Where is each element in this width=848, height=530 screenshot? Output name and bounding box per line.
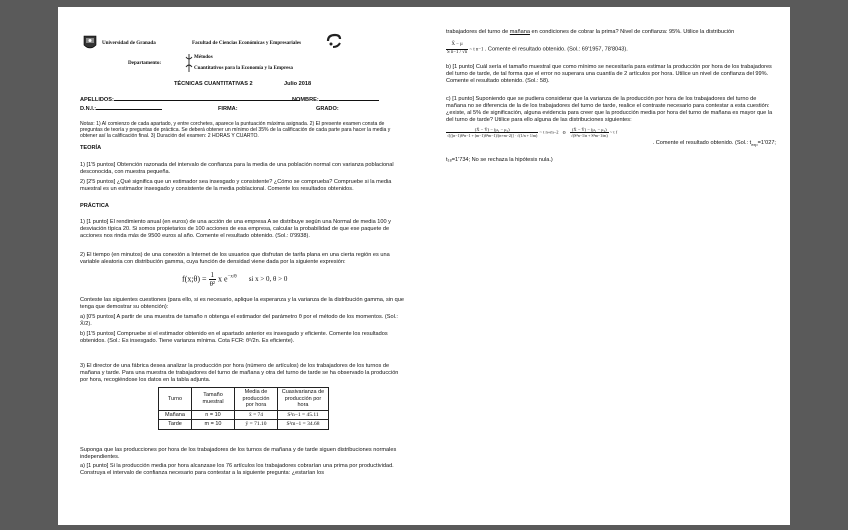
p3-c-formula2: [570, 127, 609, 138]
degree-field[interactable]: [316, 106, 339, 113]
table-header-cell: Cuasivarianza de producción por hora: [278, 388, 329, 411]
p3-a-solution: . Comente el resultado obtenido. (Sol.: 69'1957, 78'8043).: [484, 46, 628, 53]
practice-p3-intro: 3) El director de una fábrica desea analizar la producción por hora (número de artículos) de los trabajadores de los turnos de mañana y tarde. Para una muestra de trabajadores del turno de mañana y otra del turno de tarde se ha observado la producción por hora, recogiéndose los datos en la tabla adjunta.: [80, 363, 399, 383]
university-name: Universidad de Granada: [102, 40, 156, 46]
theory-q2: 2) [2'5 puntos] ¿Qué significa que un estimador sea insesgado y consistente? ¿Cómo se comprueba? Compruebe si la media muestral es un estimador insesgado y consistente de la media poblacional. Comente los resultados obtenidos.: [80, 179, 392, 192]
formula-lhs: f(x;θ) =: [182, 274, 207, 284]
p3-c-formula1: [446, 127, 538, 138]
formula-exponent: −x/θ: [227, 274, 237, 280]
table-cell: Mañana: [159, 410, 192, 420]
practice-p2-b: b) [1'5 puntos] Compruebe si el estimador obtenido en el apartado anterior es insesgado y eficiente. Comente los resultados obtenidos. (Sol.: Es insesgado. Tiene varianza mínima. Cota FCR: θ²/2n. Es eficiente).: [80, 331, 388, 344]
p3-c-or: o: [562, 129, 566, 136]
formula-denominator: θ²: [209, 280, 216, 288]
name-label: NOMBRE:: [292, 97, 319, 103]
table-row: [159, 410, 329, 420]
faculty-name: Facultad de Ciencias Económicas y Empresariales: [192, 40, 301, 46]
department-line2: Cuantitativos para la Economía y la Empresa: [194, 65, 293, 71]
theory-q1: 1) [1'5 puntos] Obtención razonada del intervalo de confianza para la media de una población normal con varianza poblacional desconocida, con muestra pequeña.: [80, 162, 394, 175]
table-row: [159, 420, 329, 430]
table-header-row: [159, 388, 329, 411]
p3-c-solution-line1: [446, 140, 776, 149]
exam-page-left: [58, 7, 424, 525]
surnames-label: APELLIDOS:: [80, 97, 114, 103]
p3-a-formula-dist: ~ t n−1: [469, 47, 484, 53]
p3-a-formula-num: X̄ − μ: [446, 42, 468, 50]
exam-title: TÉCNICAS CUANTITATIVAS 2: [174, 81, 253, 87]
p3-c-formula2-den: √(S²n−1/n + S²m−1/m): [570, 133, 608, 138]
p3-c-solution-line2: t₁₈=1'734; No se rechaza la hipótesis nula.): [446, 157, 553, 163]
p3-c-solution-value: =1'027;: [757, 140, 776, 146]
production-table: [158, 387, 329, 430]
practice-p3-assume: Suponga que las producciones por hora de los trabajadores de los turnos de mañana y de tarde siguen distribuciones normales independientes.: [80, 447, 397, 460]
p3-a-cont-text2: en condiciones de cobrar la prima? Nivel de confianza: 95%. Utilice la distribución: [531, 29, 735, 35]
surnames-field[interactable]: [80, 97, 300, 104]
table-header-cell: Tamaño muestral: [192, 388, 235, 411]
p3-a-cont-text: trabajadores del turno de: [446, 29, 509, 35]
p3-a-continuation: [446, 29, 776, 36]
table-cell: Tarde: [159, 420, 192, 430]
table-cell: n = 10: [192, 410, 235, 420]
gamma-density-formula: [182, 271, 287, 288]
department-label: Departamento:: [128, 60, 162, 66]
exam-date: Julio 2018: [284, 81, 312, 87]
dni-label: D.N.I.:: [80, 106, 97, 112]
table-header-cell: Media de producción por hora: [235, 388, 278, 411]
table-cell: S²m−1 = 34.68: [278, 420, 329, 430]
p3-a-formula-line: [446, 42, 628, 57]
department-line1: Métodos: [194, 54, 213, 60]
p3-b: b) [1 punto] Cuál sería el tamaño muestral que como mínimo se necesitaría para estimar la producción por hora de los trabajadores del turno de tarde, de tal forma que el error no superara una cuantía de 2 artículos por hora. Utilice un nivel de confianza del 99%. Comente el resultado obtenido. (Sol.: 58).: [446, 64, 772, 84]
formula-body: x e: [218, 274, 228, 284]
p3-c-solution-text: . Comente el resultado obtenido. (Sol.: t: [652, 140, 752, 146]
table-header-cell: Turno: [159, 388, 192, 411]
practice-p3-a: a) [1 punto] Si la producción media por hora alcanzase los 76 artículos los trabajadores cobrarían una prima por productividad. Construya el intervalo de confianza necesario para contestar a la siguiente pregunta: ¿estarían los: [80, 463, 394, 476]
table-cell: x̄ = 74: [235, 410, 278, 420]
department-logo: [184, 53, 194, 73]
formula-fraction: [209, 271, 216, 288]
p3-c-formula1-den: √[((n−1)S²n−1 + (m−1)S²m−1)/(n+m−2)] · √(1/n + 1/m): [447, 133, 538, 138]
p3-c-formula2-dist: ~ t f: [609, 129, 618, 135]
p3-c-solution-sub: exp: [751, 142, 758, 148]
p3-a-formula-den: S n−1 / √n: [447, 49, 468, 55]
exam-notes: Notas: 1) Al comienzo de cada apartado, y entre corchetes, aparece la puntuación máxima asignada. 2) El presente examen consta de preguntas de teoría y preguntas de práctica. Se deberá obtener un mínimo del 35% de la calificación de cada parte para hacer la media y obtener así la calificación final. 3) Duración del examen: 2 HORAS Y CUARTO.: [80, 121, 391, 140]
p3-a-cont-underlined: mañana: [509, 29, 530, 35]
degree-label: GRADO:: [316, 106, 339, 112]
p3-c-formulas: [446, 127, 617, 138]
practice-heading: PRÁCTICA: [80, 203, 109, 209]
p3-c-formula1-num: (X̄ − Ȳ) − (μ₁ − μ₂): [446, 127, 538, 133]
p3-c: c) [1 punto] Suponiendo que se pudiera considerar que la varianza de la producción por hora de los trabajadores del turno de mañana no se diferencia de la de los trabajadores del turno de tarde, realice el contraste necesario para contestar a esta cuestión: ¿existe, al 5% de significación, alguna evidencia para creer que la producción media por hora del turno de mañana es mayor que la del turno de tarde? Utilice para ello alguna de las distribuciones siguientes:: [446, 96, 773, 123]
table-cell: S²n−1 = 45.11: [278, 410, 329, 420]
exam-page-right: [424, 7, 790, 525]
table-cell: ȳ = 71.10: [235, 420, 278, 430]
university-crest-logo: [82, 35, 98, 52]
p3-c-formula1-dist: ~ t n+m−2: [539, 129, 559, 135]
signature-field[interactable]: [218, 106, 238, 113]
table-cell: m = 10: [192, 420, 235, 430]
dni-field[interactable]: [80, 106, 162, 113]
practice-p1: 1) [1 punto] El rendimiento anual (en euros) de una acción de una empresa A se distribuye según una Normal de media 100 y desviación típica 20. Si somos propietarios de 100 acciones de esa empresa, calcular la probabilidad de que ese paquete de acciones nos rinda más de 9500 euros al año. Comente el resultado obtenido. (Sol.: 0'9938).: [80, 219, 391, 239]
practice-p2-a: a) [0'5 puntos] A partir de una muestra de tamaño n obtenga el estimador del parámetro θ por el método de los momentos. (Sol.: X̄/2).: [80, 314, 398, 327]
p3-c-formula2-num: (X̄ − Ȳ) − (μ₁ − μ₂): [570, 127, 609, 133]
theory-heading: TEORÍA: [80, 145, 102, 151]
p3-a-formula-fraction: [446, 42, 468, 57]
signature-label: FIRMA:: [218, 106, 238, 112]
faculty-logo: [326, 33, 342, 49]
practice-p2-answer-intro: Conteste las siguientes cuestiones (para ello, si es necesario, aplique la esperanza y la varianza de la distribución gamma, sin que tenga que demostrar su obtención):: [80, 297, 404, 310]
practice-p2-intro: 2) El tiempo (en minutos) de una conexión a Internet de los usuarios que disfrutan de tarifa plana en una cierta región es una variable aleatoria con distribución gamma, cuya función de densidad viene dada por la siguiente expresión:: [80, 252, 390, 265]
name-field[interactable]: [292, 97, 379, 104]
formula-numerator: 1: [210, 271, 215, 279]
formula-condition: si x > 0, θ > 0: [248, 275, 288, 284]
